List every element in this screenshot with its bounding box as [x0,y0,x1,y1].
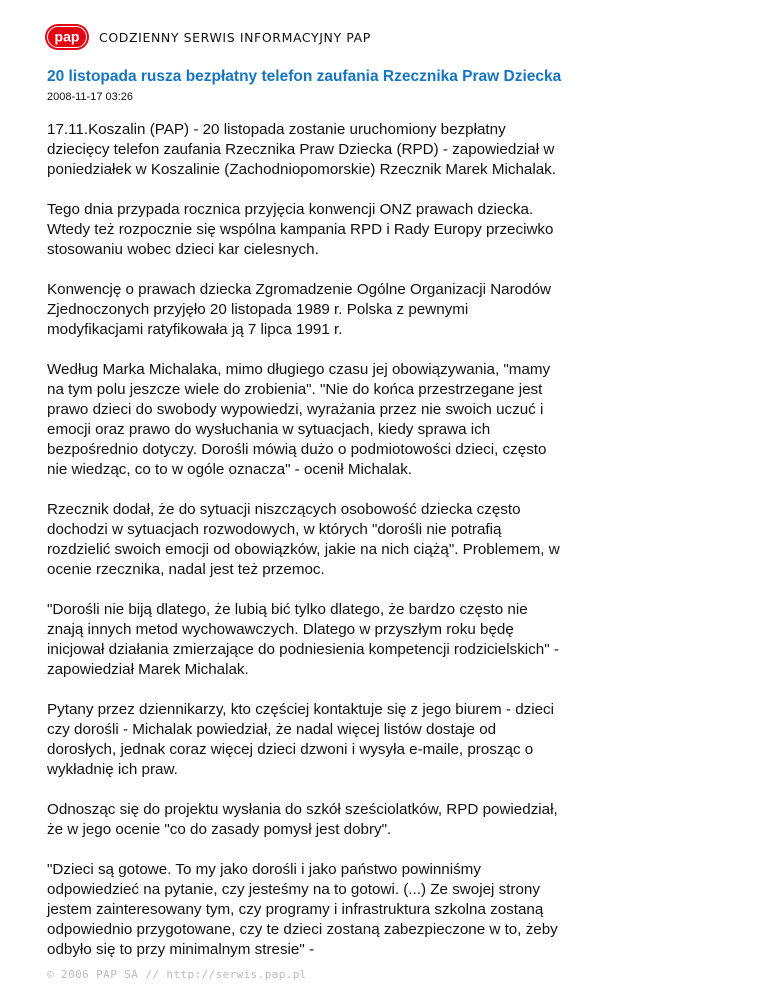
article-paragraph: Rzecznik dodał, że do sytuacji niszczących osobowość dziecka często dochodzi w sytuacjach rozwodowych, w których "dorośli nie potrafią rozdzielić swoich emocji od obowiązków, jakie na nich ciążą". Problemem, w ocenie rzecznika, nadal jest też przemoc. [47,501,560,578]
service-title: CODZIENNY SERWIS INFORMACYJNY PAP [99,29,371,45]
article-date: 2008-11-17 03:26 [47,91,134,103]
svg-text:pap: pap [54,28,80,45]
article-body [47,120,567,980]
article-paragraph: "Dzieci są gotowe. To my jako dorośli i jako państwo powinniśmy odpowiedzieć na pytanie, czy jesteśmy na to gotowi. (...) Ze swojej strony jestem zainteresowany tym, czy programy i infrastruktura szkolna zostaną odpowiednio przygotowane, czy te dzieci zostaną zabezpieczone w to, żeby odbyło się to przy minimalnym stresie" - [47,861,558,958]
article-paragraph: Konwencję o prawach dziecka Zgromadzenie Ogólne Organizacji Narodów Zjednoczonych przyjęło 20 listopada 1989 r. Polska z pewnymi modyfikacjami ratyfikowała ją 7 lipca 1991 r. [47,281,551,338]
article-paragraph: Według Marka Michalaka, mimo długiego czasu jej obowiązywania, "mamy na tym polu jeszcze wiele do zrobienia". "Nie do końca przestrzegane jest prawo dzieci do swobody wypowiedzi, wyrażania przez nie swoich uczuć i emocji oraz prawo do wysłuchania w sytuacjach, kiedy sprawa ich bezpośrednio dotyczy. Dorośli mówią dużo o podmiotowości dzieci, często nie wiedząc, co to w ogóle oznacza" - ocenił Michalak. [47,361,551,478]
article-paragraph: "Dorośli nie biją dlatego, że lubią bić tylko dlatego, że bardzo często nie znają innych metod wychowawczych. Dlatego w przyszłym roku będę inicjował działania zmierzające do podniesienia kompetencji rodzicielskich" - zapowiedział Marek Michalak. [47,601,559,678]
article-headline: 20 listopada rusza bezpłatny telefon zaufania Rzecznika Praw Dziecka [47,68,562,85]
article-paragraph: Odnosząc się do projektu wysłania do szkół sześciolatków, RPD powiedział, że w jego ocenie "co do zasady pomysł jest dobry". [47,801,558,838]
article-paragraph: 17.11.Koszalin (PAP) - 20 listopada zostanie uruchomiony bezpłatny dziecięcy telefon zaufania Rzecznika Praw Dziecka (RPD) - zapowiedział w poniedziałek w Koszalinie (Zachodniopomorskie) Rzecznik Marek Michalak. [47,121,556,178]
page-header [44,22,371,52]
footer-copyright: © 2006 PAP SA // http://serwis.pap.pl [47,968,307,981]
article-paragraph: Pytany przez dziennikarzy, kto częściej kontaktuje się z jego biurem - dzieci czy dorośli - Michalak powiedział, że nadal więcej listów dostaje od dorosłych, jednak coraz więcej dzieci dzwoni i wysyła e-maile, prosząc o wykładnię ich praw. [47,701,555,778]
article-paragraph: Tego dnia przypada rocznica przyjęcia konwencji ONZ prawach dziecka. Wtedy też rozpocznie się wspólna kampania RPD i Rady Europy przeciwko stosowaniu wobec dzieci kar cielesnych. [47,201,554,258]
pap-logo [44,23,90,51]
